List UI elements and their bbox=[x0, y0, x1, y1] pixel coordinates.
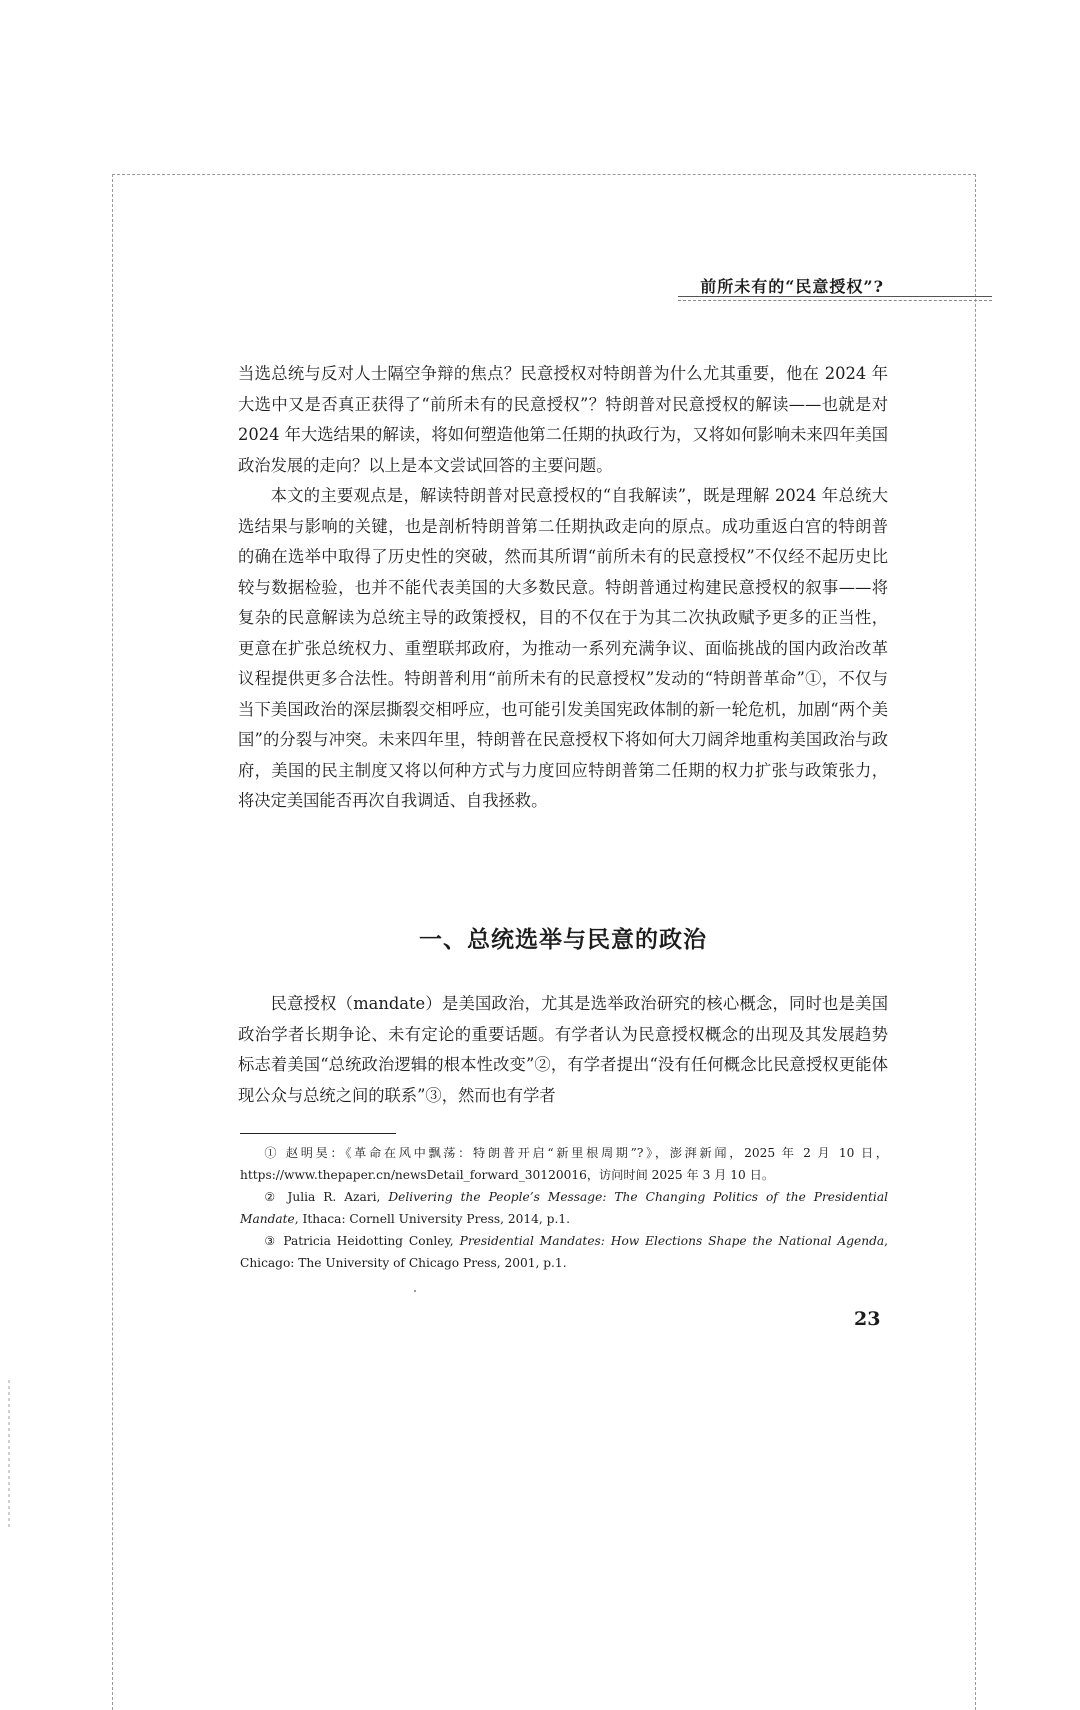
footnotes bbox=[240, 1143, 888, 1275]
running-header-rule bbox=[678, 296, 992, 301]
section-heading: 一、总统选举与民意的政治 bbox=[419, 926, 707, 953]
footnote-3 bbox=[240, 1231, 888, 1274]
footnote-divider bbox=[240, 1133, 396, 1134]
body-paragraph-2: 本文的主要观点是，解读特朗普对民意授权的“自我解读”，既是理解 2024 年总统大选结果与影响的关键，也是剖析特朗普第二任期执政走向的原点。成功重返白宫的特朗普的确在选举中取得了历史性的突破，然而其所谓“前所未有的民意授权”不仅经不起历史比较与数据检验，也并不能代表美国的大多数民意。特朗普通过构建民意授权的叙事——将复杂的民意解读为总统主导的政策授权，目的不仅在于为其二次执政赋予更多的正当性，更意在扩张总统权力、重塑联邦政府，为推动一系列充满争议、面临挑战的国内政治改革议程提供更多合法性。特朗普利用“前所未有的民意授权”发动的“特朗普革命”①，不仅与当下美国政治的深层撕裂交相呼应，也可能引发美国宪政体制的新一轮危机，加剧“两个美国”的分裂与冲突。未来四年里，特朗普在民意授权下将如何大刀阔斧地重构美国政治与政府，美国的民主制度又将以何种方式与力度回应特朗普第二任期的权力扩张与政策张力，将决定美国能否再次自我调适、自我拯救。 bbox=[238, 486, 888, 810]
footnote-2 bbox=[240, 1187, 888, 1230]
page-number: 23 bbox=[854, 1308, 881, 1330]
footnote-3-title: Presidential Mandates: How Elections Shape the National Agenda bbox=[459, 1234, 885, 1248]
footnote-1-mark: ① bbox=[264, 1146, 280, 1160]
footnote-2-title: Delivering the People’s Message: The Changing Politics of the Presidential Mandate bbox=[240, 1190, 888, 1226]
body-paragraph-1: 当选总统与反对人士隔空争辩的焦点？民意授权对特朗普为什么尤其重要，他在 2024 年大选中又是否真正获得了“前所未有的民意授权”？特朗普对民意授权的解读——也就是对 2024 年大选结果的解读，将如何塑造他第二任期的执政行为，又将如何影响未来四年美国政治发展的走向？以上是本文尝试回答的主要问题。 bbox=[238, 364, 888, 475]
footnote-3-author: Patricia Heidotting Conley, bbox=[283, 1234, 454, 1248]
footnote-3-rest: , Chicago: The University of Chicago Press, 2001, p.1. bbox=[240, 1234, 889, 1270]
scan-edge-artifact bbox=[8, 1380, 10, 1527]
footnote-2-author: Julia R. Azari, bbox=[287, 1190, 381, 1204]
running-header-title: 前所未有的“民意授权”? bbox=[700, 277, 884, 296]
footnote-2-rest: , Ithaca: Cornell University Press, 2014, p.1. bbox=[294, 1211, 570, 1226]
section-paragraph: 民意授权（mandate）是美国政治，尤其是选举政治研究的核心概念，同时也是美国政治学者长期争论、未有定论的重要话题。有学者认为民意授权概念的出现及其发展趋势标志着美国“总统政治逻辑的根本性改变”②，有学者提出“没有任何概念比民意授权更能体现公众与总统之间的联系”③，然而也有学者 bbox=[238, 994, 888, 1105]
footnote-2-mark: ② bbox=[264, 1190, 280, 1204]
footnote-3-mark: ③ bbox=[264, 1234, 278, 1248]
footnote-1-text-a: 赵明昊：《革命在风中飘荡：特朗普开启“新里根周期”?》，澎湃新闻，2025 年 2 月 10 日， bbox=[285, 1146, 888, 1160]
footnote-1-text-b: https://www.thepaper.cn/newsDetail_forward_30120016，访问时间 2025 年 3 月 10 日。 bbox=[240, 1167, 775, 1182]
scan-speck bbox=[414, 1290, 416, 1292]
section-body bbox=[238, 989, 888, 1111]
body-text bbox=[238, 359, 888, 817]
footnote-1 bbox=[240, 1143, 888, 1186]
